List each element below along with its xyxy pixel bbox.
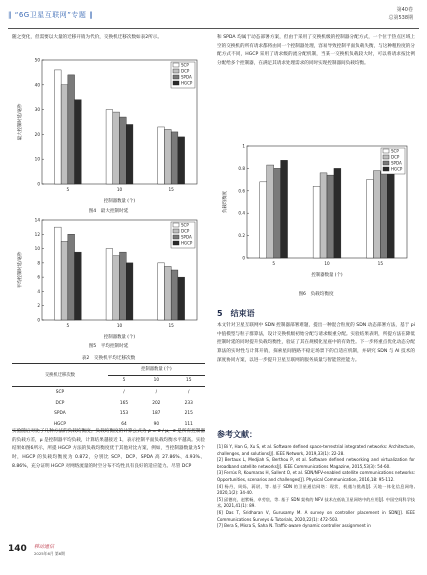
y-tick-label: 8 bbox=[37, 260, 40, 266]
table-cell: 90 bbox=[140, 419, 172, 430]
table-cell: HGCP bbox=[12, 419, 108, 430]
y-axis-label: 平均控制时延/毫秒 bbox=[18, 251, 23, 289]
table-col-head: 交换机迁移次数 bbox=[12, 364, 108, 387]
y-tick-label: 0.6 bbox=[238, 188, 245, 194]
y-tick-label: 0.2 bbox=[238, 233, 245, 239]
bar bbox=[281, 160, 288, 258]
bar bbox=[387, 166, 394, 258]
legend-swatch bbox=[383, 167, 389, 171]
bar bbox=[260, 182, 267, 258]
figure-4-chart bbox=[12, 54, 205, 206]
table-cell: SCP bbox=[55, 389, 65, 395]
bar bbox=[274, 168, 281, 258]
x-tick-label: 5 bbox=[66, 323, 70, 328]
legend-label: SPDA bbox=[181, 74, 192, 80]
y-tick-label: 0 bbox=[37, 181, 40, 187]
table-cell: 233 bbox=[184, 400, 193, 406]
table-sub-head: 10 bbox=[140, 375, 172, 387]
table-cell: 153 bbox=[119, 411, 129, 417]
bar bbox=[75, 252, 82, 320]
bar bbox=[75, 100, 82, 184]
issue-label: 总第538期 bbox=[388, 15, 413, 21]
bar bbox=[126, 263, 133, 320]
y-tick-label: 50 bbox=[34, 57, 40, 63]
legend-label: HGCP bbox=[181, 240, 193, 246]
table-2 bbox=[12, 363, 205, 431]
table-cell: SPDA bbox=[54, 411, 66, 417]
y-tick-label: 14 bbox=[34, 217, 40, 223]
x-tick-label: 5 bbox=[272, 261, 276, 266]
y-tick-label: 1 bbox=[242, 143, 245, 149]
legend-label: HGCP bbox=[391, 166, 403, 172]
legend-label: SPDA bbox=[391, 160, 402, 166]
y-tick-label: 0 bbox=[242, 255, 245, 261]
figure-6-chart bbox=[217, 140, 415, 280]
legend-swatch bbox=[173, 63, 179, 67]
column-header: ‖ “6G卫星互联网”专题 ‖ bbox=[8, 11, 94, 19]
legend-label: SCP bbox=[181, 62, 189, 68]
y-axis-label: 负载均衡度 bbox=[223, 191, 228, 213]
table-sub-head: 15 bbox=[173, 375, 206, 387]
journal-logo: 移动通信 bbox=[34, 544, 55, 550]
figure-5-chart bbox=[12, 214, 205, 342]
legend-label: HGCP bbox=[181, 80, 193, 86]
figure-6-caption: 图6 负载均衡度 bbox=[298, 292, 334, 297]
legend-swatch bbox=[173, 223, 179, 227]
bar bbox=[334, 168, 341, 258]
bar bbox=[106, 249, 113, 320]
table-cell: / bbox=[188, 389, 190, 395]
right-para-1: 和 SPDA 均属于动态部署方案，但由于采用了交换机级的控制器分配方式，一个位于热点区域上空的交换机的所有请求都将由同一个控制器处理，容易导致控制平面负载失衡，与这种粗粒度的分配方式不同，HGCP 采用了请求级的流分配机制，当某一交换机负载较大时，可以将请求按比例分配给多个控制器，在满足其请求处理需求的同时实现控制器间负载均衡。 bbox=[217, 35, 415, 67]
table-cell: 111 bbox=[173, 419, 206, 430]
bar bbox=[171, 132, 178, 184]
reference-item: [2] Bertaux L, Medjiah S, Berthou P, et al. Software defined networking and virtualization for broadband satellite networks[J]. IEEE Communications Magazine, 2015,53(3): 54-60. bbox=[217, 457, 415, 469]
reference-item: [3] Ferrús R, Koumaras H, Sallent O, et al. SDN/NFV-enabled satellite communications networks: Opportunities, scenarios and challenges[J]. Physical Communication, 2016,18: 95-112. bbox=[217, 470, 415, 482]
reference-item: [6] Das T, Sridharan V, Gurusamy M. A survey on controller placement in SDN[J]. IEEE Communications Surveys & Tutorials, 2020,22(1): 472-503. bbox=[217, 509, 415, 522]
bar bbox=[158, 263, 165, 320]
table-cell: 64 bbox=[108, 419, 140, 430]
bar bbox=[68, 234, 75, 320]
x-tick-label: 5 bbox=[66, 187, 70, 192]
bar bbox=[380, 172, 387, 258]
issue-date: 2025年6月 第6期 bbox=[34, 551, 65, 556]
y-tick-label: 10 bbox=[34, 246, 40, 252]
bar bbox=[113, 256, 120, 320]
reference-list bbox=[217, 444, 415, 530]
bar bbox=[158, 127, 165, 184]
conclusion-text: 本文针对卫星互联网中 SDN 控制器部署难题，提出一种混合粒度的 SDN 动态部署方法，基于 pi 中值模型与粒子群算法，设计交换机级初始分配与请求级重分配。实验结果表明，所提方法在降低控制时延的同时提升负载均衡性，验证了其在规模化星座中的有效性。下一步将重点优化动态分配算法的实时性与计算开销，探索星间链路不稳定场景下的自适应机制，并研究 SDN 与 AI 技术的深度协同方案，以进一步提升卫星互联网的服务质量与智能管控能力。 bbox=[217, 323, 415, 363]
x-tick-label: 10 bbox=[116, 323, 123, 328]
reference-item: [4] 杨丹，周烁，蒋尉，等. 基于 SDN 的卫星通信网络：现状、机遇与挑战[J]. 天地一体化信息网络, 2020,1(2): 34-40. bbox=[217, 483, 415, 496]
legend-label: SPDA bbox=[181, 234, 192, 240]
left-intro: 随之变化，但需要以大量的迁移开销为代价，交换机迁移次数如表2所示。 bbox=[12, 35, 162, 40]
table-cell: 165 bbox=[119, 400, 129, 406]
legend-swatch bbox=[383, 149, 389, 153]
y-tick-label: 30 bbox=[34, 107, 40, 113]
reference-item: [1] Bi Y, Han G, Xu S, et al. Software defined space-terrestrial integrated networks: Architecture, challenges, and solutions[J]. IEEE Network, 2019,33(1): 22-28. bbox=[217, 444, 415, 456]
bar bbox=[106, 110, 113, 184]
x-axis-label: 控制器数量 (个) bbox=[103, 199, 136, 204]
x-tick-label: 15 bbox=[377, 261, 384, 266]
legend-label: SCP bbox=[391, 148, 399, 154]
y-tick-label: 4 bbox=[37, 288, 40, 294]
legend-swatch bbox=[383, 161, 389, 165]
legend-label: DCP bbox=[181, 228, 190, 234]
volume-label: 第40卷 bbox=[396, 7, 413, 13]
table-cell: 187 bbox=[152, 411, 161, 417]
legend-swatch bbox=[173, 241, 179, 245]
x-tick-label: 10 bbox=[116, 187, 123, 192]
legend-label: DCP bbox=[181, 68, 190, 74]
bar bbox=[120, 117, 127, 184]
x-tick-label: 15 bbox=[168, 323, 174, 328]
figure-5-caption: 图5 平均控制时延 bbox=[88, 344, 129, 349]
x-tick-label: 10 bbox=[324, 261, 330, 266]
y-tick-label: 0.8 bbox=[238, 165, 245, 171]
figure-4-caption: 图4 最大控制时延 bbox=[88, 209, 129, 214]
bar bbox=[178, 277, 185, 320]
table-cell: / bbox=[155, 389, 158, 395]
left-para-2: 实验随后对比了几种方法的负载均衡度。负载均衡度的计算公式为 ρ = σ / μ，σ 是所有控制器的负载方差，μ 是控制器平均负载，计算结果越接近 1，表示控制平面负载均衡水平越高。实验结果如图6所示，所提 HGCP 方法的负载均衡度优于其他对比方案，例如，当控制器数量为5个时，HGCP 的负载均衡度为 0.872，分别比 SCP、DCP、SPDA 高 27.86%、4.93%、8.86%，充分证明 HGCP 对网络流量的时空分布不均性具有良好的适应能力。尽管 DCP bbox=[12, 429, 205, 469]
legend-swatch bbox=[173, 81, 179, 85]
bar bbox=[61, 241, 68, 320]
table-2-title: 表2 交换机平均迁移次数 bbox=[81, 356, 136, 361]
table-group-head: 控制器数量 (个) bbox=[108, 364, 205, 376]
bar bbox=[126, 124, 133, 184]
header-rule bbox=[8, 28, 419, 29]
bar bbox=[164, 129, 171, 184]
x-tick-label: 15 bbox=[168, 187, 174, 192]
reference-item: [5] 邱德亮，赵紫畅，卓劳宸，等. 基于 SDN 架构的 NFV 技术在低轨卫星网络中的应用[J]. 中国空间科学技术, 2021,41(1): 89. bbox=[217, 496, 415, 509]
bar bbox=[61, 85, 68, 184]
y-axis-label: 最大控制时延/毫秒 bbox=[18, 103, 23, 141]
legend-label: SCP bbox=[181, 222, 189, 228]
table-row bbox=[12, 408, 205, 419]
bar bbox=[54, 70, 61, 184]
bar bbox=[373, 171, 380, 258]
y-tick-label: 12 bbox=[34, 231, 40, 237]
x-axis-label: 控制器数量 (个) bbox=[103, 335, 136, 340]
legend-swatch bbox=[173, 229, 179, 233]
table-cell: DCP bbox=[55, 400, 65, 406]
bar bbox=[313, 186, 320, 258]
issue-info bbox=[388, 6, 413, 22]
bar bbox=[327, 175, 334, 258]
x-axis-label: 控制器数量 (个) bbox=[311, 273, 343, 278]
table-cell: 215 bbox=[184, 411, 193, 417]
y-tick-label: 0.4 bbox=[238, 210, 245, 216]
bar bbox=[68, 75, 75, 184]
y-tick-label: 40 bbox=[34, 82, 40, 88]
y-tick-label: 6 bbox=[37, 274, 40, 280]
y-tick-label: 10 bbox=[34, 156, 40, 162]
bar bbox=[54, 227, 61, 320]
bar bbox=[267, 165, 274, 258]
table-row bbox=[12, 387, 205, 398]
bar bbox=[366, 180, 373, 258]
table-cell: 202 bbox=[152, 400, 161, 406]
y-tick-label: 20 bbox=[34, 131, 40, 137]
bar bbox=[120, 252, 127, 320]
references-heading: 参考文献： bbox=[217, 430, 257, 439]
bar bbox=[178, 137, 185, 184]
bar bbox=[113, 112, 120, 184]
conclusion-heading: 5 结束语 bbox=[217, 309, 255, 318]
legend-swatch bbox=[383, 155, 389, 159]
legend-swatch bbox=[173, 75, 179, 79]
table-row bbox=[12, 398, 205, 409]
page-number: 140 bbox=[8, 544, 27, 554]
legend-swatch bbox=[173, 235, 179, 239]
y-tick-label: 0 bbox=[37, 317, 40, 323]
bar bbox=[171, 270, 178, 320]
bar bbox=[164, 266, 171, 320]
legend-label: DCP bbox=[391, 154, 400, 160]
legend-swatch bbox=[173, 69, 179, 73]
table-cell: / bbox=[123, 389, 125, 395]
bar bbox=[320, 173, 327, 258]
reference-item: [7] Bera S, Misra S, Saha N. Traffic-aware dynamic controller assignment in bbox=[217, 523, 371, 529]
table-sub-head: 5 bbox=[108, 375, 140, 387]
y-tick-label: 2 bbox=[37, 303, 40, 309]
